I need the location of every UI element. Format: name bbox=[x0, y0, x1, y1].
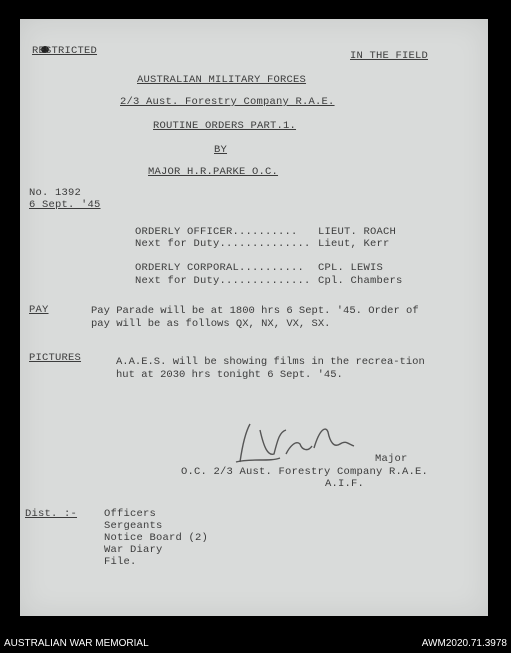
distribution-item: War Diary bbox=[104, 544, 163, 556]
duty-role: ORDERLY CORPORAL.......... bbox=[135, 262, 305, 274]
duty-name: Cpl. Chambers bbox=[318, 275, 403, 287]
duty-role: ORDERLY OFFICER.......... bbox=[135, 226, 298, 238]
order-date: 6 Sept. '45 bbox=[29, 199, 101, 211]
duty-name: CPL. LEWIS bbox=[318, 262, 384, 274]
issuing-officer: MAJOR H.R.PARKE O.C. bbox=[148, 166, 279, 178]
duty-name: LIEUT. ROACH bbox=[318, 226, 397, 238]
pay-paragraph: Pay Parade will be at 1800 hrs 6 Sept. '45. Order of pay will be as follows QX, NX, VX, SX. bbox=[91, 305, 419, 330]
signature-rank: Major bbox=[375, 453, 408, 465]
distribution-item: Notice Board (2) bbox=[104, 532, 209, 544]
distribution-item: Officers bbox=[104, 508, 157, 520]
pictures-label: PICTURES bbox=[29, 352, 82, 364]
org-heading: AUSTRALIAN MILITARY FORCES bbox=[137, 74, 307, 86]
unit-heading: 2/3 Aust. Forestry Company R.A.E. bbox=[120, 96, 335, 108]
duty-role: Next for Duty.............. bbox=[135, 275, 311, 287]
duty-name: Lieut, Kerr bbox=[318, 238, 390, 250]
in-the-field-label: IN THE FIELD bbox=[350, 50, 429, 62]
signature-block: O.C. 2/3 Aust. Forestry Company R.A.E. bbox=[181, 466, 429, 478]
signature-aif: A.I.F. bbox=[325, 478, 365, 490]
order-number: No. 1392 bbox=[29, 187, 82, 199]
duty-role: Next for Duty.............. bbox=[135, 238, 311, 250]
pay-label: PAY bbox=[29, 304, 49, 316]
distribution-item: Sergeants bbox=[104, 520, 163, 532]
document-title: ROUTINE ORDERS PART.1. bbox=[153, 120, 297, 132]
by-label: BY bbox=[214, 144, 228, 156]
footer-institution: AUSTRALIAN WAR MEMORIAL bbox=[4, 638, 149, 649]
distribution-item: File. bbox=[104, 556, 137, 568]
footer-accession-number: AWM2020.71.3978 bbox=[421, 638, 507, 649]
restricted-label: RESTRICTED bbox=[32, 45, 98, 57]
distribution-label: Dist. :- bbox=[25, 508, 78, 520]
handwritten-signature bbox=[230, 418, 380, 468]
pictures-paragraph: A.A.E.S. will be showing films in the recrea-tion hut at 2030 hrs tonight 6 Sept. '45. bbox=[116, 356, 425, 381]
